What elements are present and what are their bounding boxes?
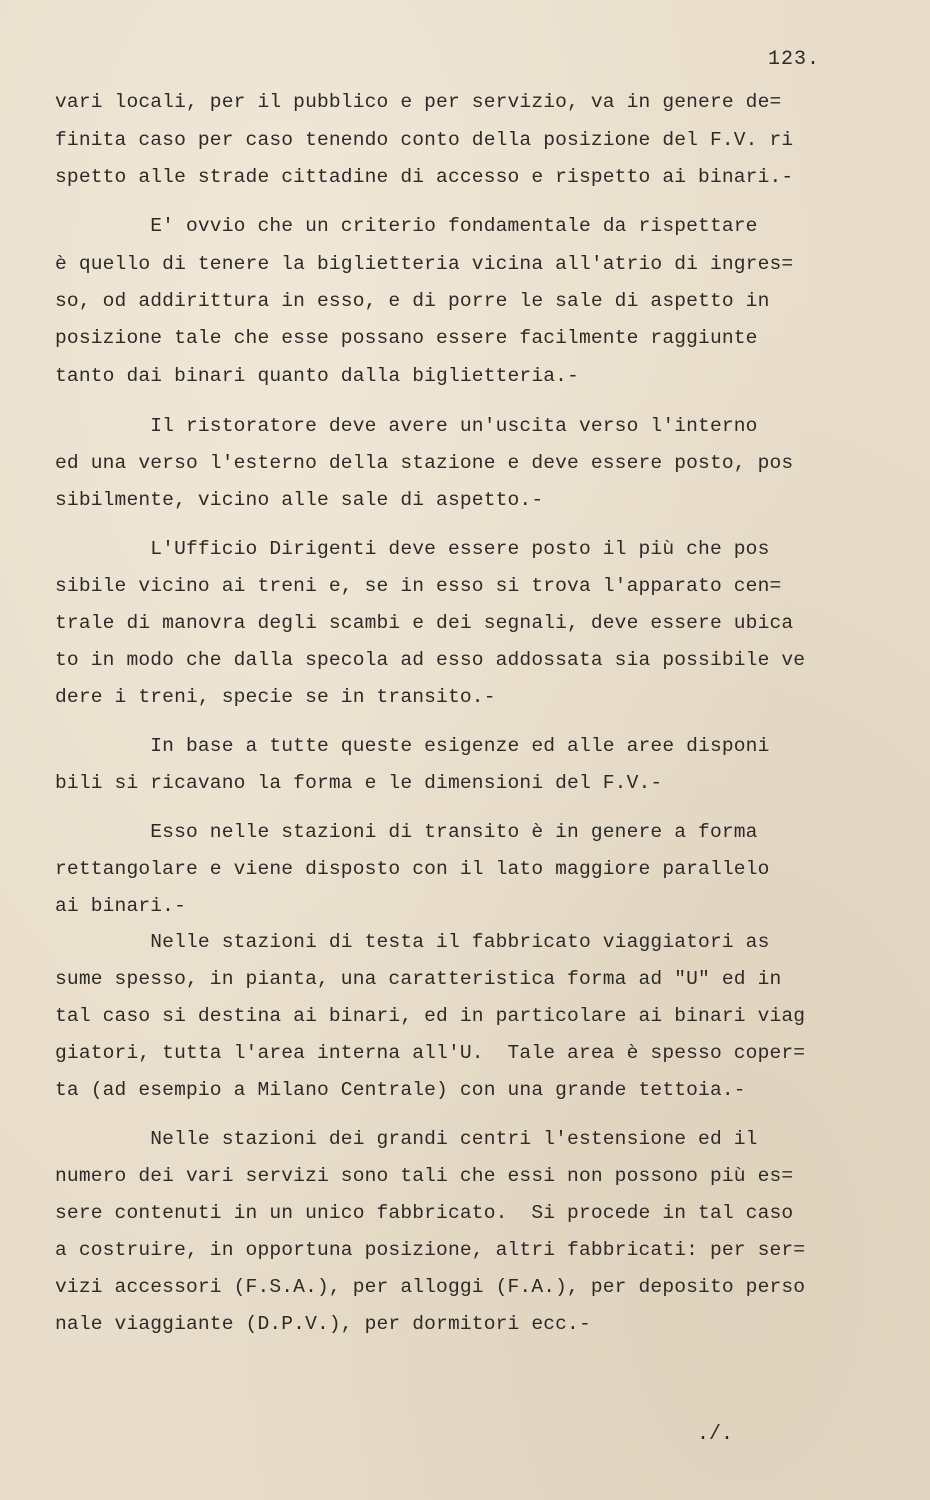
text-line: In base a tutte queste esigenze ed alle aree disponi [55,735,770,757]
text-line: finita caso per caso tenendo conto della posizione del F.V. ri [55,129,794,151]
text-line: sume spesso, in pianta, una caratteristica forma ad "U" ed in [55,968,782,990]
text-line: ai binari.- [55,895,186,917]
text-line: è quello di tenere la biglietteria vicina all'atrio di ingres= [55,253,794,275]
text-line: sere contenuti in un unico fabbricato. Si procede in tal caso [55,1202,794,1224]
text-line: Nelle stazioni di testa il fabbricato viaggiatori as [55,931,770,953]
text-line: rettangolare e viene disposto con il lato maggiore parallelo [55,858,770,880]
text-line: spetto alle strade cittadine di accesso e rispetto ai binari.- [55,166,794,188]
text-line: sibile vicino ai treni e, se in esso si trova l'apparato cen= [55,575,782,597]
text-line: E' ovvio che un criterio fondamentale da rispettare [55,215,758,237]
page-number: 123. [768,48,821,71]
text-line: vizi accessori (F.S.A.), per alloggi (F.A.), per deposito perso [55,1276,806,1298]
text-line: so, od addirittura in esso, e di porre le sale di aspetto in [55,290,770,312]
text-line: Esso nelle stazioni di transito è in genere a forma [55,821,758,843]
text-line: posizione tale che esse possano essere facilmente raggiunte [55,327,758,349]
text-line: nale viaggiante (D.P.V.), per dormitori ecc.- [55,1313,591,1335]
text-line: giatori, tutta l'area interna all'U. Tale area è spesso coper= [55,1042,806,1064]
text-line: sibilmente, vicino alle sale di aspetto.- [55,489,544,511]
text-line: ed una verso l'esterno della stazione e deve essere posto, pos [55,452,794,474]
continuation-mark: ./. [697,1423,734,1446]
text-line: vari locali, per il pubblico e per servizio, va in genere de= [55,91,782,113]
text-line: a costruire, in opportuna posizione, altri fabbricati: per ser= [55,1239,806,1261]
text-line: dere i treni, specie se in transito.- [55,686,496,708]
text-line: tal caso si destina ai binari, ed in particolare ai binari viag [55,1005,806,1027]
text-line: L'Ufficio Dirigenti deve essere posto il più che pos [55,538,770,560]
text-line: bili si ricavano la forma e le dimensioni del F.V.- [55,772,663,794]
text-line: tanto dai binari quanto dalla biglietteria.- [55,365,579,387]
text-line: Il ristoratore deve avere un'uscita verso l'interno [55,415,758,437]
text-line: Nelle stazioni dei grandi centri l'estensione ed il [55,1128,758,1150]
text-line: trale di manovra degli scambi e dei segnali, deve essere ubica [55,612,794,634]
text-line: to in modo che dalla specola ad esso addossata sia possibile ve [55,649,806,671]
text-line: ta (ad esempio a Milano Centrale) con una grande tettoia.- [55,1079,746,1101]
text-line: numero dei vari servizi sono tali che essi non possono più es= [55,1165,794,1187]
